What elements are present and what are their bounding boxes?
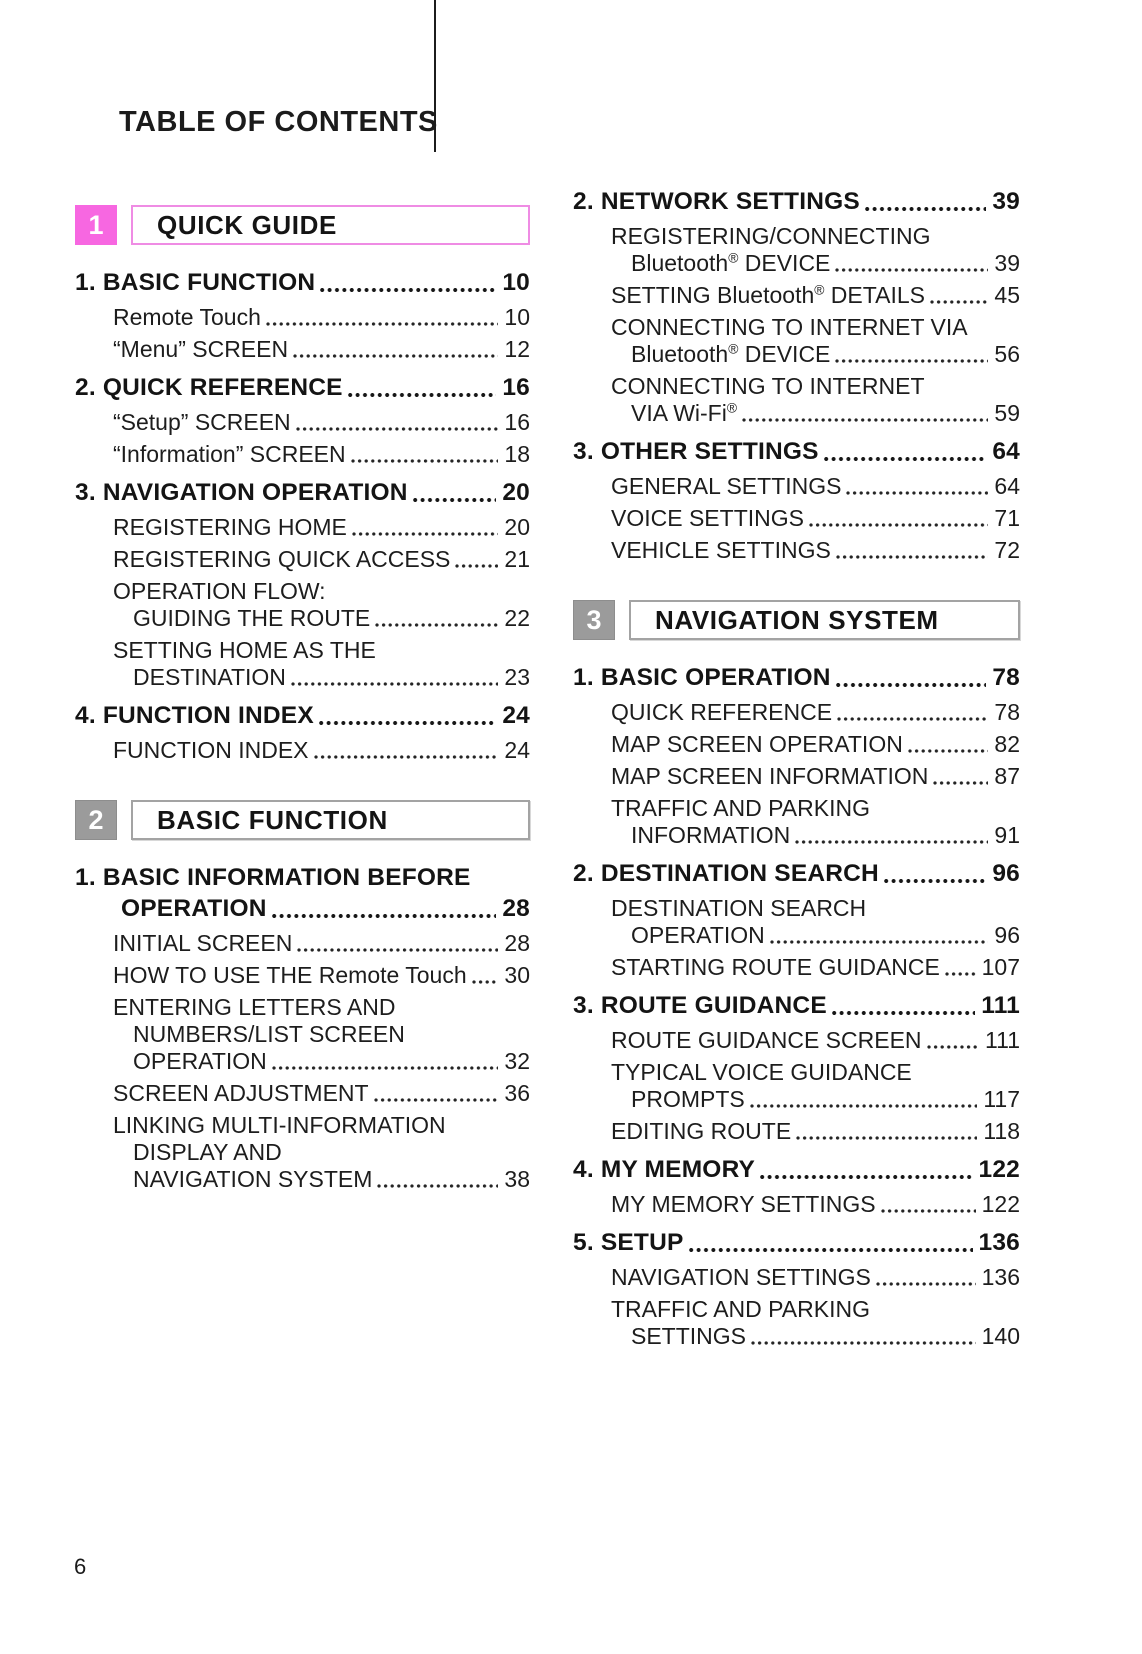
page-ref: 91 [994, 822, 1020, 848]
leader-dots [835, 358, 988, 364]
page-ref: 82 [994, 731, 1020, 757]
toc-entry-line: DESTINATION SEARCH [611, 895, 867, 921]
page-ref: 56 [994, 341, 1020, 367]
registered-trademark-symbol: ® [814, 282, 825, 298]
toc-entry-line [75, 664, 530, 691]
toc-entry-label: 1. BASIC OPERATION [573, 664, 831, 691]
toc-entry [75, 1080, 530, 1107]
toc-entry-line [573, 1323, 1020, 1350]
toc-entry-label: REGISTERING QUICK ACCESS [113, 546, 451, 572]
leader-dots [751, 1340, 976, 1346]
toc-entry-label: GENERAL SETTINGS [611, 473, 842, 499]
toc-entry [573, 314, 1020, 368]
section-header [75, 800, 530, 840]
page-ref: 136 [981, 1264, 1020, 1290]
leader-dots [320, 287, 496, 293]
page-title: TABLE OF CONTENTS [119, 106, 438, 138]
toc-entry-line: TRAFFIC AND PARKING [611, 795, 870, 821]
page-ref: 111 [981, 992, 1020, 1019]
toc-column-left [75, 205, 530, 1198]
page-ref: 18 [504, 441, 530, 467]
leader-dots [375, 622, 498, 628]
registered-trademark-symbol: ® [728, 341, 739, 357]
leader-dots [908, 748, 989, 754]
toc-entry-line [573, 341, 1020, 368]
registered-trademark-symbol: ® [726, 400, 738, 416]
toc-entry-label: SETTINGS [631, 1323, 747, 1349]
toc-entry-line [573, 1086, 1020, 1113]
toc-entry [75, 336, 530, 363]
toc-entry-label: OPERATION [133, 1048, 267, 1074]
toc-entry-label: VEHICLE SETTINGS [611, 537, 831, 563]
toc-entry-line [573, 250, 1020, 277]
toc-entry-line: DISPLAY AND [133, 1139, 282, 1165]
leader-dots [413, 497, 497, 503]
toc-entry-line: LINKING MULTI-INFORMATION [113, 1112, 446, 1138]
registered-trademark-symbol: ® [728, 250, 739, 266]
leader-dots [455, 563, 498, 569]
toc-entry-line [75, 267, 530, 298]
toc-entry-label: 3. ROUTE GUIDANCE [573, 992, 827, 1019]
toc-entry-line [75, 893, 530, 924]
leader-dots [809, 522, 988, 528]
toc-entry-label: SETTING Bluetooth® DETAILS [611, 282, 925, 308]
section-title-box [131, 800, 530, 840]
toc-entry [573, 1296, 1020, 1350]
section-header [573, 600, 1020, 640]
toc-entry-line [573, 731, 1020, 758]
toc-entry-label: EDITING ROUTE [611, 1118, 792, 1144]
toc-entry [573, 1154, 1020, 1185]
toc-entry-label: 2. DESTINATION SEARCH [573, 860, 879, 887]
toc-entry-label: 2. NETWORK SETTINGS [573, 188, 860, 215]
leader-dots [836, 682, 987, 688]
toc-entry-label: VOICE SETTINGS [611, 505, 804, 531]
leader-dots [945, 971, 976, 977]
page-ref: 16 [504, 409, 530, 435]
toc-entry [75, 514, 530, 541]
leader-dots [835, 267, 988, 273]
page-ref: 122 [981, 1191, 1020, 1217]
page-ref: 28 [504, 930, 530, 956]
toc-entry-line [75, 546, 530, 573]
toc-entry-line [573, 1227, 1020, 1258]
page-ref: 10 [504, 304, 530, 330]
leader-dots [927, 1044, 979, 1050]
page-ref: 21 [504, 546, 530, 572]
toc-entry-line [75, 930, 530, 957]
leader-dots [348, 392, 497, 398]
toc-entry [573, 537, 1020, 564]
page-ref: 32 [504, 1048, 530, 1074]
toc-entry [75, 578, 530, 632]
toc-entry [573, 731, 1020, 758]
toc-entry [573, 662, 1020, 693]
toc-entry-label: Bluetooth® DEVICE [631, 341, 831, 367]
leader-dots [314, 754, 499, 760]
leader-dots [750, 1103, 978, 1109]
page-ref: 36 [504, 1080, 530, 1106]
toc-entry-label: INITIAL SCREEN [113, 930, 293, 956]
page-ref: 28 [502, 895, 530, 922]
leader-dots [291, 681, 498, 687]
section-title: QUICK GUIDE [157, 209, 337, 240]
toc-entry-label: MAP SCREEN INFORMATION [611, 763, 929, 789]
page-ref: 78 [992, 664, 1020, 691]
leader-dots [884, 878, 986, 884]
toc-entry-line [75, 441, 530, 468]
page-ref: 64 [994, 473, 1020, 499]
toc-entry-line [573, 537, 1020, 564]
toc-entry [573, 223, 1020, 277]
toc-entry-label: HOW TO USE THE Remote Touch [113, 962, 467, 988]
leader-dots [374, 1097, 499, 1103]
toc-entry [75, 304, 530, 331]
page-ref: 24 [502, 702, 530, 729]
toc-entry [75, 267, 530, 298]
page-ref: 12 [504, 336, 530, 362]
page-ref: 10 [502, 269, 530, 296]
toc-entry-line [573, 1027, 1020, 1054]
toc-entry-line [75, 1048, 530, 1075]
toc-entry [573, 505, 1020, 532]
leader-dots [319, 720, 496, 726]
section-title-box [131, 205, 530, 245]
leader-dots [933, 780, 988, 786]
toc-entry [573, 373, 1020, 427]
toc-entry-line [75, 1166, 530, 1193]
toc-entry-line [573, 763, 1020, 790]
toc-entry [573, 895, 1020, 949]
page-ref: 72 [994, 537, 1020, 563]
toc-entry [573, 1118, 1020, 1145]
toc-entry-label: SCREEN ADJUSTMENT [113, 1080, 369, 1106]
toc-entry [75, 1112, 530, 1193]
toc-entry-line [573, 1191, 1020, 1218]
leader-dots [297, 947, 498, 953]
leader-dots [689, 1247, 973, 1253]
page-ref: 30 [504, 962, 530, 988]
toc-entry-label: STARTING ROUTE GUIDANCE [611, 954, 940, 980]
leader-dots [272, 913, 497, 919]
toc-entry-line: NUMBERS/LIST SCREEN [133, 1021, 405, 1047]
toc-entry-line [573, 699, 1020, 726]
page-ref: 20 [502, 479, 530, 506]
toc-entry-label: Remote Touch [113, 304, 261, 330]
leader-dots [865, 206, 986, 212]
section-title-box [629, 600, 1020, 640]
toc-entry-line [573, 922, 1020, 949]
page-ref: 122 [978, 1156, 1020, 1183]
leader-dots [296, 426, 499, 432]
toc-entry-line [573, 662, 1020, 693]
leader-dots [837, 716, 988, 722]
toc-entry-line [573, 400, 1020, 427]
toc-entry [75, 372, 530, 403]
section-header [75, 205, 530, 245]
toc-entry-label: NAVIGATION SETTINGS [611, 1264, 871, 1290]
page-ref: 59 [994, 400, 1020, 426]
leader-dots [930, 299, 988, 305]
toc-entry-label: ROUTE GUIDANCE SCREEN [611, 1027, 922, 1053]
page-ref: 64 [992, 438, 1020, 465]
toc-entry [573, 186, 1020, 217]
leader-dots [846, 490, 988, 496]
leader-dots [832, 1010, 975, 1016]
toc-entry-line [573, 186, 1020, 217]
toc-entry [75, 700, 530, 731]
toc-entry [573, 473, 1020, 500]
toc-entry [75, 862, 530, 924]
toc-entry-line: CONNECTING TO INTERNET [611, 373, 925, 399]
toc-entry-label: 1. BASIC FUNCTION [75, 269, 316, 296]
toc-entry-line: CONNECTING TO INTERNET VIA [611, 314, 968, 340]
leader-dots [881, 1208, 976, 1214]
toc-entry [573, 1264, 1020, 1291]
toc-entry-label: OPERATION [631, 922, 765, 948]
toc-entry-line [75, 605, 530, 632]
toc-entry-label: INFORMATION [631, 822, 791, 848]
toc-entry-label: “Setup” SCREEN [113, 409, 291, 435]
leader-dots [824, 456, 987, 462]
toc-entry [75, 994, 530, 1075]
toc-entry [573, 1059, 1020, 1113]
leader-dots [760, 1174, 972, 1180]
toc-entry-label: PROMPTS [631, 1086, 745, 1112]
toc-entry [75, 546, 530, 573]
leader-dots [266, 321, 499, 327]
toc-entry-line: TYPICAL VOICE GUIDANCE [611, 1059, 912, 1085]
toc-entry-label: REGISTERING HOME [113, 514, 347, 540]
toc-entry [75, 930, 530, 957]
toc-entry-label: MY MEMORY SETTINGS [611, 1191, 876, 1217]
toc-entry-label: 3. NAVIGATION OPERATION [75, 479, 408, 506]
toc-entry-label: VIA Wi-Fi® [631, 400, 738, 426]
toc-entry-label: 2. QUICK REFERENCE [75, 374, 343, 401]
toc-entry [573, 1227, 1020, 1258]
toc-entry [573, 858, 1020, 889]
toc-entry-line [573, 436, 1020, 467]
toc-entry-line [75, 514, 530, 541]
page-ref: 117 [983, 1086, 1020, 1112]
leader-dots [377, 1183, 498, 1189]
toc-entry-label: 4. MY MEMORY [573, 1156, 756, 1183]
section-number-badge: 2 [75, 800, 117, 840]
toc-entry-line [573, 505, 1020, 532]
toc-entry [75, 409, 530, 436]
toc-entry-label: GUIDING THE ROUTE [133, 605, 371, 631]
toc-entry-label: FUNCTION INDEX [113, 737, 309, 763]
toc-entry-label: 4. FUNCTION INDEX [75, 702, 314, 729]
leader-dots [351, 458, 499, 464]
section-number-badge: 1 [75, 205, 117, 245]
page-ref: 107 [981, 954, 1020, 980]
page-ref: 39 [992, 188, 1020, 215]
leader-dots [795, 839, 988, 845]
toc-column-right [573, 177, 1020, 1355]
page-ref: 140 [981, 1323, 1020, 1349]
toc-entry-label: “Information” SCREEN [113, 441, 346, 467]
toc-entry [573, 282, 1020, 309]
page-ref: 16 [502, 374, 530, 401]
page-ref: 38 [504, 1166, 530, 1192]
toc-entry-line: SETTING HOME AS THE [113, 637, 376, 663]
page-ref: 87 [994, 763, 1020, 789]
page-ref: 45 [994, 282, 1020, 308]
toc-entry-line [75, 1080, 530, 1107]
toc-entry [573, 1027, 1020, 1054]
toc-entry-label: 3. OTHER SETTINGS [573, 438, 819, 465]
toc-entry-line [573, 1264, 1020, 1291]
toc-entry-line: REGISTERING/CONNECTING [611, 223, 931, 249]
page-ref: 96 [994, 922, 1020, 948]
section-number-badge: 3 [573, 600, 615, 640]
toc-entry [573, 763, 1020, 790]
toc-entry-label: “Menu” SCREEN [113, 336, 289, 362]
toc-entry-line: 1. BASIC INFORMATION BEFORE [75, 864, 471, 891]
toc-entry [75, 962, 530, 989]
toc-entry-line [75, 372, 530, 403]
toc-entry-line [75, 304, 530, 331]
toc-entry [75, 441, 530, 468]
toc-entry-line [75, 477, 530, 508]
page-ref: 111 [985, 1027, 1020, 1053]
toc-entry-line: OPERATION FLOW: [113, 578, 326, 604]
toc-entry-line [573, 858, 1020, 889]
toc-entry [75, 637, 530, 691]
toc-entry-label: OPERATION [121, 895, 267, 922]
toc-entry-line [75, 336, 530, 363]
leader-dots [876, 1281, 976, 1287]
leader-dots [770, 939, 989, 945]
section-title: NAVIGATION SYSTEM [655, 604, 939, 635]
toc-entry-line [573, 282, 1020, 309]
toc-entry-label: QUICK REFERENCE [611, 699, 833, 725]
toc-entry [573, 436, 1020, 467]
toc-entry [573, 1191, 1020, 1218]
leader-dots [352, 531, 499, 537]
toc-entry-line [573, 473, 1020, 500]
toc-entry-label: DESTINATION [133, 664, 286, 690]
page-ref: 78 [994, 699, 1020, 725]
toc-entry [573, 990, 1020, 1021]
section-title: BASIC FUNCTION [157, 804, 388, 835]
toc-entry-label: NAVIGATION SYSTEM [133, 1166, 373, 1192]
toc-entry-line [573, 954, 1020, 981]
toc-entry-line [573, 1118, 1020, 1145]
page-ref: 20 [504, 514, 530, 540]
leader-dots [742, 417, 988, 423]
page-ref: 71 [994, 505, 1020, 531]
toc-entry [75, 477, 530, 508]
page-ref: 22 [504, 605, 530, 631]
page-ref: 39 [994, 250, 1020, 276]
toc-entry-label: MAP SCREEN OPERATION [611, 731, 903, 757]
toc-entry-label: Bluetooth® DEVICE [631, 250, 831, 276]
toc-entry-line [75, 700, 530, 731]
leader-dots [836, 554, 989, 560]
toc-entry-line: TRAFFIC AND PARKING [611, 1296, 870, 1322]
toc-entry [573, 795, 1020, 849]
toc-entry-line: ENTERING LETTERS AND [113, 994, 396, 1020]
page-ref: 23 [504, 664, 530, 690]
leader-dots [293, 353, 498, 359]
toc-entry-line [573, 1154, 1020, 1185]
toc-entry [75, 737, 530, 764]
toc-entry-line [573, 822, 1020, 849]
page-ref: 136 [978, 1229, 1020, 1256]
page-ref: 118 [983, 1118, 1020, 1144]
toc-entry [573, 954, 1020, 981]
leader-dots [272, 1065, 499, 1071]
page-number: 6 [74, 1554, 87, 1579]
toc-entry-line [75, 737, 530, 764]
toc-entry-line [573, 990, 1020, 1021]
page-ref: 24 [504, 737, 530, 763]
toc-entry-line [75, 962, 530, 989]
leader-dots [472, 979, 499, 985]
page-ref: 96 [992, 860, 1020, 887]
toc-entry [573, 699, 1020, 726]
toc-entry-line [75, 409, 530, 436]
toc-entry-label: 5. SETUP [573, 1229, 684, 1256]
leader-dots [796, 1135, 977, 1141]
